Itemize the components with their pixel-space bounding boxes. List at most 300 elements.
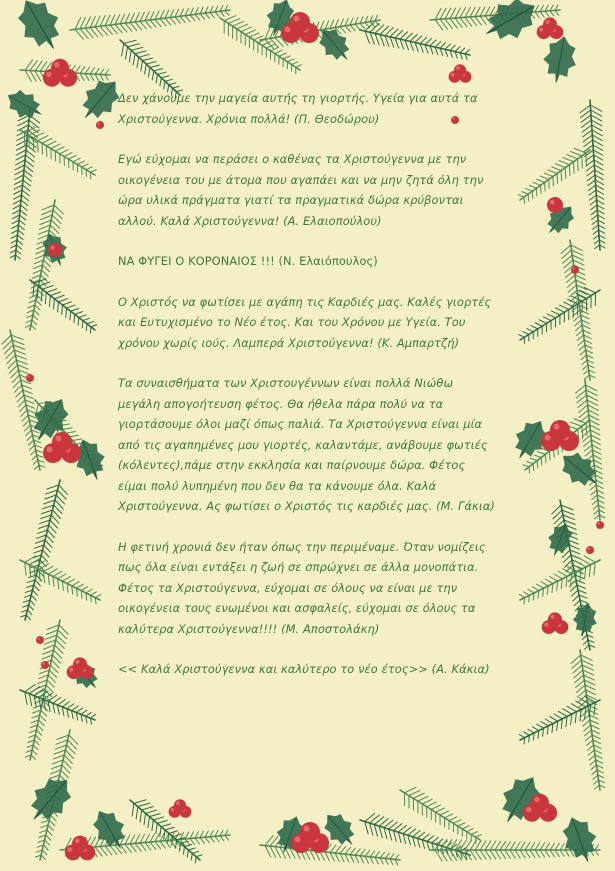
pine-needle — [23, 420, 29, 426]
pine-needle — [33, 745, 38, 750]
pine-needle — [590, 485, 596, 490]
pine-needle — [449, 817, 457, 821]
pine-needle — [547, 314, 555, 318]
pine-needle — [80, 73, 84, 80]
berry — [550, 420, 570, 440]
pine-needle — [592, 495, 598, 500]
pine-needle — [530, 458, 537, 460]
pine-needle — [593, 505, 598, 509]
pine-needle — [38, 725, 43, 730]
pine-needle — [245, 30, 255, 34]
berry-highlight — [544, 623, 548, 627]
pine-needle — [41, 289, 42, 301]
pine-needle — [80, 67, 85, 74]
wishes-text — [118, 88, 498, 700]
pine-needle — [404, 787, 416, 792]
pine-needle — [592, 135, 602, 141]
pine-needle — [596, 185, 604, 189]
pine-needle — [585, 707, 586, 719]
pine-needle — [12, 340, 24, 344]
pine-needle — [545, 850, 549, 857]
pine-needle — [157, 820, 167, 823]
berry-highlight — [456, 66, 460, 70]
pine-needle — [589, 190, 596, 195]
berry-highlight — [545, 435, 551, 441]
pine-needle — [86, 589, 92, 593]
berry-highlight — [97, 122, 99, 124]
pine-needle — [140, 810, 142, 822]
pine-needle — [46, 835, 51, 840]
pine-needle — [545, 843, 549, 850]
pine-needle — [398, 825, 406, 832]
pine-needle — [210, 837, 214, 842]
pine-needle — [187, 850, 188, 857]
pine-needle — [545, 579, 553, 584]
pine-needle — [510, 842, 515, 850]
pine-needle — [46, 535, 53, 543]
pine-needle — [72, 706, 79, 711]
pine-needle — [185, 16, 190, 22]
pine-needle — [589, 755, 595, 760]
berry — [547, 197, 563, 213]
pine-needle — [79, 315, 86, 318]
pine-needle — [545, 454, 546, 462]
pine-needle — [48, 675, 55, 682]
pine-needle — [535, 843, 540, 850]
pine-needle — [594, 460, 602, 464]
pine-needle — [540, 12, 544, 18]
berry-body — [174, 799, 186, 811]
pine-needle — [49, 670, 56, 677]
pine-needle — [35, 71, 41, 81]
pine-needle — [115, 14, 120, 24]
pine-needle — [90, 714, 95, 718]
pine-needle — [17, 395, 24, 402]
pine-needle — [160, 827, 161, 837]
pine-needle — [190, 839, 195, 845]
pine-needle — [422, 834, 429, 840]
pine-needle — [144, 813, 146, 824]
pine-needle — [129, 50, 131, 62]
pine-needle — [57, 735, 69, 739]
pine-needle — [490, 841, 496, 850]
pine-needle — [191, 853, 192, 860]
pine-needle — [16, 255, 21, 259]
pine-needle — [584, 370, 589, 374]
pine-needle — [31, 450, 36, 455]
pine-needle — [45, 293, 46, 304]
holly-leaf — [543, 519, 578, 560]
pine-needle — [592, 445, 601, 449]
pine-needle — [420, 37, 427, 43]
pine-needle — [588, 750, 594, 755]
pine-needle — [569, 165, 570, 176]
pine-needle — [115, 845, 122, 854]
pine-needle — [594, 235, 599, 239]
pine-needle — [453, 820, 461, 824]
pine-needle — [275, 847, 281, 858]
pine-needle — [425, 39, 431, 45]
pine-needle — [169, 83, 176, 85]
pine-needle — [175, 17, 180, 23]
pine-needle — [577, 335, 583, 340]
pine-needle — [15, 175, 24, 180]
pine-needle — [485, 850, 491, 859]
pine-needle — [210, 13, 214, 18]
pine-needle — [128, 44, 140, 47]
pine-needle — [537, 724, 544, 728]
pine-needle — [554, 574, 562, 579]
pine-needle — [131, 47, 142, 50]
pine-branch — [360, 813, 470, 859]
pine-needle — [156, 74, 157, 83]
berry — [290, 12, 310, 32]
pine-needle — [85, 74, 89, 81]
pine-needle — [145, 64, 147, 74]
pine-needle — [18, 235, 24, 239]
berry-body — [41, 661, 49, 669]
pine-needle — [475, 850, 481, 859]
pine-needle — [62, 428, 72, 430]
pine-needle — [570, 422, 582, 426]
pine-needle — [422, 799, 432, 804]
berry-highlight — [285, 27, 291, 33]
pine-needle — [574, 600, 580, 606]
pine-needle — [90, 74, 94, 81]
pine-needle — [581, 355, 586, 360]
pine-needle — [555, 843, 559, 850]
pine-needle — [450, 45, 455, 50]
pine-needle — [572, 590, 578, 596]
pine-needle — [505, 850, 510, 858]
pine-needle — [21, 200, 28, 206]
pine-needle — [417, 832, 424, 838]
pine-needle — [563, 569, 572, 574]
pine-needle — [47, 485, 59, 489]
pine-needle — [480, 841, 486, 850]
pine-needle — [39, 698, 41, 709]
berry-highlight — [572, 267, 574, 269]
pine-needle — [125, 47, 127, 59]
pine-needle — [62, 305, 63, 315]
pine-branch — [571, 650, 605, 790]
pine-needle — [41, 855, 45, 859]
pine-needle — [124, 40, 136, 43]
pine-needle — [559, 161, 569, 165]
pine-needle — [100, 69, 104, 74]
pine-needle — [595, 515, 600, 519]
pine-needle — [370, 851, 375, 857]
berry-body — [36, 636, 44, 644]
pine-needle — [135, 22, 142, 30]
pine-needle — [38, 235, 48, 239]
pine-needle — [595, 175, 603, 180]
pine-needle — [13, 380, 20, 387]
pine-needle — [340, 854, 344, 862]
pine-needle — [395, 30, 403, 38]
pine-needle — [571, 714, 572, 725]
pine-needle — [34, 310, 39, 315]
pine-needle — [418, 796, 428, 801]
pine-needle — [594, 465, 602, 469]
pine-branch — [518, 148, 590, 203]
pine-needle — [296, 65, 302, 68]
pine-needle — [45, 495, 57, 499]
pine-needle — [538, 452, 546, 455]
pine-needle — [44, 500, 55, 504]
berry-highlight — [539, 28, 543, 32]
pine-needle — [427, 802, 437, 807]
berry — [48, 243, 62, 257]
pine-needle — [550, 11, 554, 16]
pine-needle — [589, 565, 590, 577]
pine-needle — [45, 540, 52, 547]
berry-highlight — [56, 436, 62, 442]
pine-needle — [593, 140, 603, 145]
berry — [531, 794, 549, 812]
pine-branch — [519, 556, 600, 604]
pine-needle — [490, 850, 496, 859]
pine-needle — [26, 615, 30, 620]
pine-needle — [570, 850, 574, 856]
pine-needle — [440, 811, 449, 815]
pine-needle — [23, 180, 31, 186]
pine-needle — [72, 582, 79, 586]
pine-needle — [495, 850, 501, 859]
pine-needle — [135, 843, 141, 851]
pine-needle — [220, 836, 224, 841]
pine-needle — [58, 579, 59, 589]
pine-needle — [53, 571, 62, 576]
pine-needle — [58, 302, 59, 312]
pine-needle — [39, 230, 50, 234]
pine-needle — [154, 69, 163, 71]
pine-needle — [53, 576, 54, 586]
pine-needle — [552, 167, 561, 171]
berry-highlight — [550, 615, 554, 619]
pine-needle — [593, 455, 601, 459]
pine-needle — [33, 590, 38, 595]
pine-needle — [14, 180, 23, 184]
pine-needle — [54, 750, 65, 754]
pine-needle — [130, 835, 135, 844]
pine-needle — [350, 25, 355, 31]
berry — [174, 799, 186, 811]
pine-needle — [26, 430, 32, 436]
pine-needle — [592, 500, 597, 504]
pine-needle — [11, 335, 23, 340]
pine-needle — [120, 14, 125, 24]
pine-needle — [14, 190, 22, 194]
pine-needle — [564, 302, 574, 307]
pine-needle — [76, 584, 83, 588]
pine-needle — [42, 205, 54, 210]
pine-needle — [71, 308, 79, 311]
pine-needle — [135, 51, 146, 54]
pine-branch — [30, 279, 97, 333]
holly-leaf — [9, 0, 71, 60]
pine-needle — [15, 160, 25, 165]
pine-needle — [586, 695, 596, 700]
berry-body — [51, 59, 69, 77]
pine-needle — [14, 350, 25, 354]
pine-needle — [529, 185, 536, 188]
pine-needle — [215, 836, 219, 841]
holly-leaf — [556, 812, 604, 869]
pine-needle — [48, 569, 57, 574]
berry-highlight — [69, 668, 73, 672]
pine-needle — [591, 490, 597, 495]
pine-needle — [180, 16, 185, 22]
pine-needle — [35, 735, 40, 740]
berry-highlight — [294, 16, 300, 22]
pine-needle — [35, 465, 39, 469]
pine-needle — [55, 147, 64, 151]
pine-needle — [549, 451, 550, 460]
pine-branch — [25, 620, 68, 760]
pine-needle — [17, 135, 28, 140]
pine-needle — [91, 170, 97, 173]
pine-needle — [594, 160, 603, 165]
pine-needle — [48, 825, 53, 831]
pine-needle — [548, 170, 557, 174]
pine-needle — [200, 14, 205, 20]
berry-body — [586, 546, 594, 554]
pine-needle — [39, 225, 50, 229]
pine-needle — [470, 17, 477, 26]
pine-needle — [140, 834, 145, 843]
pine-needle — [70, 311, 71, 320]
pine-needle — [179, 843, 180, 851]
pine-needle — [18, 365, 29, 369]
pine-needle — [19, 220, 25, 225]
pine-needle — [365, 850, 370, 856]
pine-needle — [38, 136, 48, 141]
pine-needle — [132, 803, 134, 816]
pine-needle — [130, 844, 136, 852]
pine-needle — [205, 837, 209, 843]
pine-needle — [380, 35, 384, 46]
pine-needle — [537, 461, 538, 468]
pine-needle — [15, 355, 26, 359]
pine-needle — [415, 36, 422, 43]
pine-needle — [390, 854, 394, 859]
berry-highlight — [171, 808, 175, 812]
pine-needle — [25, 562, 26, 575]
pine-needle — [576, 280, 586, 285]
pine-needle — [20, 405, 27, 412]
pine-needle — [475, 17, 481, 25]
pine-needle — [81, 710, 87, 714]
berry — [571, 266, 579, 274]
pine-branch — [519, 696, 600, 744]
pine-needle — [43, 265, 50, 272]
pine-needle — [13, 200, 21, 204]
pine-needle — [48, 574, 49, 585]
pine-needle — [578, 340, 584, 345]
pine-needle — [485, 7, 490, 16]
pine-needle — [558, 711, 567, 716]
pine-needle — [16, 155, 26, 160]
pine-needle — [520, 850, 525, 858]
pine-needle — [45, 840, 50, 845]
pine-needle — [75, 18, 81, 30]
pine-needle — [325, 852, 329, 861]
pine-needle — [292, 62, 298, 65]
pine-needle — [584, 556, 595, 562]
pine-needle — [510, 850, 515, 858]
berry-highlight — [75, 660, 79, 664]
pine-needle — [22, 195, 29, 201]
pine-needle — [593, 775, 598, 779]
pine-needle — [409, 790, 420, 795]
pine-needle — [58, 299, 67, 302]
berry — [41, 661, 49, 669]
berry-body — [596, 521, 604, 529]
pine-needle — [69, 435, 78, 437]
pine-needle — [590, 760, 596, 765]
pine-needle — [545, 11, 549, 16]
pine-needle — [567, 706, 577, 712]
pine-needle — [34, 696, 36, 708]
pine-needle — [85, 17, 90, 28]
pine-needle — [195, 857, 196, 863]
berry-highlight — [526, 807, 531, 812]
pine-needle — [590, 430, 599, 435]
berry-highlight — [545, 20, 549, 24]
berry — [72, 836, 88, 852]
pine-needle — [584, 725, 591, 731]
pine-needle — [445, 8, 451, 19]
pine-needle — [265, 27, 270, 39]
pine-needle — [140, 12, 144, 21]
holly-leaf — [475, 0, 544, 51]
berry-highlight — [534, 797, 539, 802]
pine-needle — [53, 755, 64, 759]
pine-needle — [47, 680, 54, 687]
pine-needle — [15, 165, 24, 170]
berry-body — [571, 266, 579, 274]
pine-needle — [583, 670, 594, 675]
pine-needle — [574, 148, 586, 153]
pine-needle — [582, 156, 583, 168]
pine-needle — [524, 738, 525, 744]
pine-needle — [592, 220, 598, 224]
pine-needle — [563, 709, 572, 714]
pine-needle — [24, 170, 32, 176]
berry — [548, 612, 562, 626]
pine-needle — [593, 230, 599, 234]
pine-needle — [137, 57, 139, 68]
wish-message: ΝΑ ΦΥΓΕΙ Ο ΚΟΡΟΝΑΙΟΣ !!! (Ν. Ελαιόπουλος) — [118, 254, 378, 268]
pine-needle — [591, 205, 597, 210]
pine-needle — [572, 255, 583, 260]
berry-body — [52, 432, 72, 452]
pine-needle — [566, 716, 567, 726]
pine-needle — [475, 7, 480, 16]
pine-needle — [566, 576, 567, 586]
pine-needle — [140, 843, 146, 851]
pine-needle — [355, 849, 360, 855]
pine-needle — [164, 830, 165, 839]
pine-needle — [595, 170, 604, 175]
pine-needle — [580, 698, 591, 704]
pine-needle — [580, 290, 591, 295]
pine-needle — [588, 405, 599, 410]
pine-needle — [149, 814, 160, 817]
pine-needle — [152, 820, 153, 831]
pine-branch — [2, 330, 45, 470]
